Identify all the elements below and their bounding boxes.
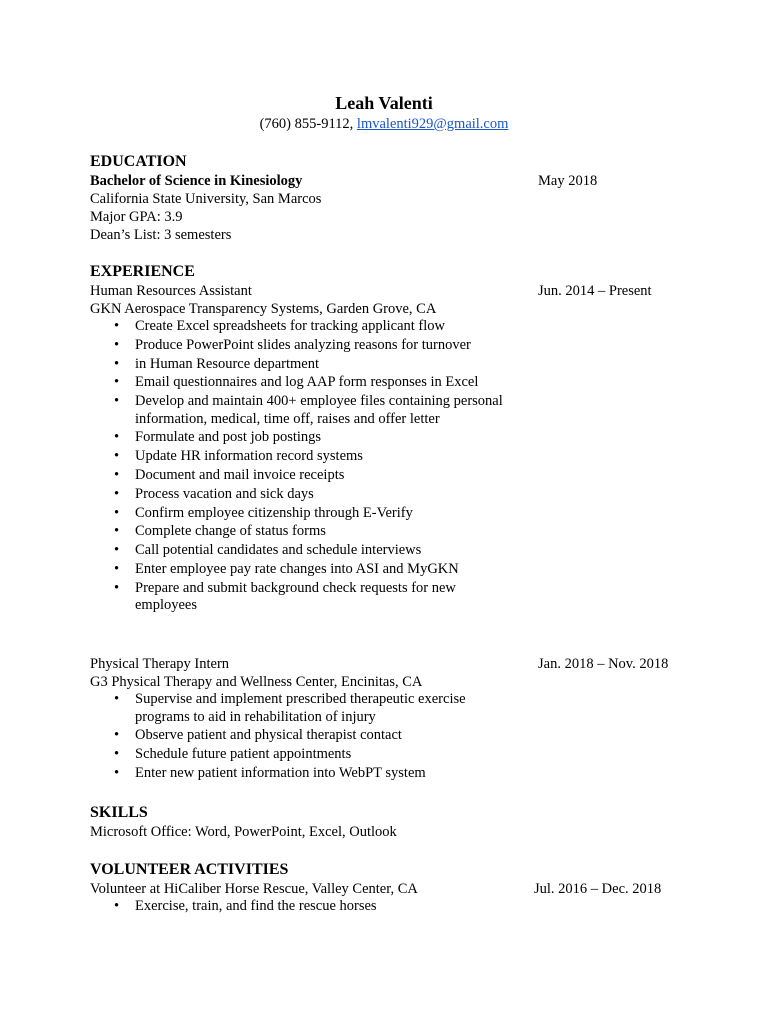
job-date: Jun. 2014 – Present bbox=[538, 283, 652, 299]
bullet-item bbox=[90, 486, 510, 504]
bullet-icon: • bbox=[114, 898, 120, 914]
bullet-icon: • bbox=[114, 318, 120, 334]
bullet-text: Email questionnaires and log AAP form responses in Excel bbox=[135, 374, 479, 391]
bullet-text: Prepare and submit background check requests for new employees bbox=[135, 579, 456, 614]
bullet-icon: • bbox=[114, 579, 120, 596]
education-heading: EDUCATION bbox=[90, 153, 187, 170]
bullet-icon: • bbox=[114, 374, 120, 391]
bullet-icon: • bbox=[114, 727, 120, 744]
bullet-item bbox=[90, 765, 510, 783]
bullet-item bbox=[90, 374, 510, 392]
experience-heading: EXPERIENCE bbox=[90, 263, 195, 280]
bullet-item bbox=[90, 356, 510, 374]
phone-number: (760) 855-9112, bbox=[259, 116, 354, 132]
bullet-text: in Human Resource department bbox=[135, 355, 320, 372]
bullet-icon: • bbox=[114, 485, 120, 502]
bullet-icon: • bbox=[114, 429, 120, 446]
skills-text: Microsoft Office: Word, PowerPoint, Excel, Outlook bbox=[90, 824, 397, 840]
volunteer-role: Volunteer at HiCaliber Horse Rescue, Valley Center, CA bbox=[90, 881, 418, 897]
bullet-text: Observe patient and physical therapist contact bbox=[135, 727, 402, 744]
bullet-text: Supervise and implement prescribed therapeutic exercise programs to aid in rehabilitation of injury bbox=[135, 691, 466, 725]
bullet-text: Exercise, train, and find the rescue horses bbox=[135, 898, 377, 914]
bullet-item bbox=[90, 561, 510, 579]
bullet-item bbox=[90, 448, 510, 466]
candidate-name: Leah Valenti bbox=[335, 93, 433, 113]
bullet-text: Complete change of status forms bbox=[135, 523, 326, 540]
bullet-item bbox=[90, 746, 510, 764]
bullet-icon: • bbox=[114, 764, 120, 781]
education-date: May 2018 bbox=[538, 173, 598, 189]
bullet-icon: • bbox=[114, 542, 120, 559]
bullet-text: Produce PowerPoint slides analyzing reasons for turnover bbox=[135, 336, 471, 353]
bullet-item bbox=[90, 393, 510, 428]
bullet-text: Process vacation and sick days bbox=[135, 485, 314, 502]
bullet-item bbox=[90, 542, 510, 560]
gpa: Major GPA: 3.9 bbox=[90, 209, 183, 225]
job-title: Physical Therapy Intern bbox=[90, 656, 230, 672]
bullet-item bbox=[90, 727, 510, 745]
bullet-text: Enter employee pay rate changes into ASI and MyGKN bbox=[135, 561, 459, 578]
bullet-text: Enter new patient information into WebPT system bbox=[135, 764, 426, 781]
bullet-icon: • bbox=[114, 355, 120, 372]
bullet-item bbox=[90, 691, 510, 726]
volunteer-heading: VOLUNTEER ACTIVITIES bbox=[90, 861, 289, 878]
bullet-item bbox=[90, 467, 510, 485]
bullet-text: Document and mail invoice receipts bbox=[135, 467, 345, 484]
bullet-text: Create Excel spreadsheets for tracking applicant flow bbox=[135, 318, 446, 334]
bullet-icon: • bbox=[114, 336, 120, 353]
school: California State University, San Marcos bbox=[90, 191, 322, 207]
job-bullet-list bbox=[90, 691, 510, 784]
bullet-icon: • bbox=[114, 393, 120, 410]
bullet-icon: • bbox=[114, 691, 120, 707]
volunteer-bullet-list bbox=[90, 898, 510, 917]
bullet-text: Call potential candidates and schedule interviews bbox=[135, 542, 422, 559]
email-link[interactable]: lmvalenti929@gmail.com bbox=[356, 116, 509, 132]
volunteer-date: Jul. 2016 – Dec. 2018 bbox=[534, 881, 662, 897]
degree: Bachelor of Science in Kinesiology bbox=[90, 173, 303, 189]
bullet-icon: • bbox=[114, 504, 120, 521]
bullet-icon: • bbox=[114, 523, 120, 540]
bullet-item bbox=[90, 580, 510, 615]
job-title: Human Resources Assistant bbox=[90, 283, 252, 299]
skills-heading: SKILLS bbox=[90, 804, 148, 821]
bullet-text: Confirm employee citizenship through E-Verify bbox=[135, 504, 413, 521]
deans-list: Dean’s List: 3 semesters bbox=[90, 227, 232, 243]
job-company: GKN Aerospace Transparency Systems, Garden Grove, CA bbox=[90, 301, 437, 317]
bullet-item bbox=[90, 523, 510, 541]
bullet-item bbox=[90, 898, 510, 916]
bullet-icon: • bbox=[114, 561, 120, 578]
bullet-text: Update HR information record systems bbox=[135, 448, 363, 465]
bullet-icon: • bbox=[114, 448, 120, 465]
bullet-item bbox=[90, 429, 510, 447]
job-date: Jan. 2018 – Nov. 2018 bbox=[538, 656, 669, 672]
job-company: G3 Physical Therapy and Wellness Center, Encinitas, CA bbox=[90, 674, 423, 690]
bullet-item bbox=[90, 505, 510, 523]
job-bullet-list bbox=[90, 318, 510, 616]
bullet-item bbox=[90, 337, 510, 355]
bullet-text: Develop and maintain 400+ employee files containing personal information, medical, time off, raises and offer letter bbox=[135, 393, 503, 427]
bullet-icon: • bbox=[114, 467, 120, 484]
contact-line bbox=[0, 116, 768, 133]
bullet-icon: • bbox=[114, 746, 120, 763]
bullet-text: Formulate and post job postings bbox=[135, 429, 322, 446]
bullet-item bbox=[90, 318, 510, 336]
bullet-text: Schedule future patient appointments bbox=[135, 746, 352, 763]
